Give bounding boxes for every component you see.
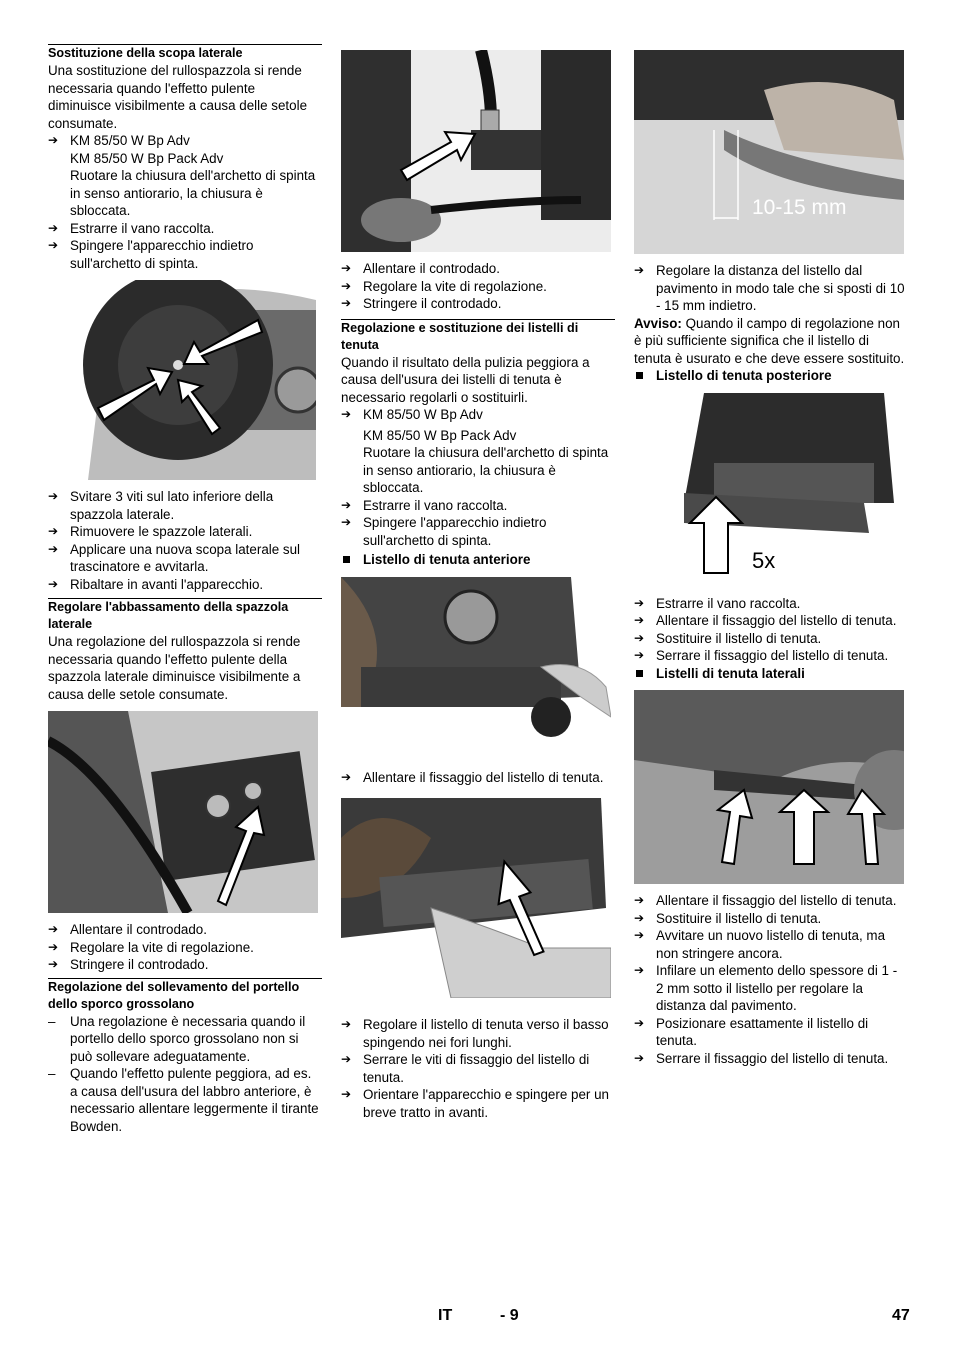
- notice-paragraph: [634, 315, 906, 368]
- step: ➔ Avvitare un nuovo listello di tenuta, ma non stringere ancora.: [634, 927, 906, 962]
- dash-item: – Una regolazione è necessaria quando il portello dello sporco grossolano non si può sollevare adeguatamente.: [48, 1013, 322, 1066]
- indented-text: KM 85/50 W Bp Pack Adv: [70, 150, 224, 166]
- step: ➔ Regolare il listello di tenuta verso il basso spingendo nei fori lunghi.: [341, 1016, 615, 1051]
- subheading-rear-strip: Listello di tenuta posteriore: [634, 367, 906, 385]
- front-strip-adjust-photo: [341, 798, 611, 998]
- rear-strip-photo: [664, 393, 904, 587]
- step: ➔ Orientare l'apparecchio e spingere per un breve tratto in avanti.: [341, 1086, 615, 1121]
- paragraph: Una regolazione del rullospazzola si rende necessaria quando l'effetto pulente della spazzola laterale diminuisce visibilmente a causa delle setole consumate.: [48, 634, 301, 702]
- footer-language: IT: [438, 1307, 453, 1324]
- footer-page-number: 47: [892, 1307, 910, 1324]
- controdado-photo: [341, 50, 611, 252]
- column-middle: [341, 50, 615, 1121]
- footer-section: - 9: [500, 1307, 519, 1324]
- step: ➔ Stringere il controdado.: [341, 295, 615, 313]
- notice-text: Quando il campo di regolazione non è più sufficiente significa che il listello di tenuta è usurato e che deve essere sostituito.: [634, 315, 905, 366]
- step: ➔ Serrare il fissaggio del listello di tenuta.: [634, 1050, 906, 1068]
- paragraph: Quando il risultato della pulizia peggiora a causa dell'usura dei listelli di tenuta è necessario regolarli o sostituirli.: [341, 354, 590, 405]
- heading-side-brush-replacement: Sostituzione della scopa laterale: [48, 44, 322, 62]
- step: ➔ Stringere il controdado.: [48, 956, 322, 974]
- step: ➔ Applicare una nuova scopa laterale sul trascinatore e avvitarla.: [48, 541, 322, 576]
- step: ➔ Serrare il fissaggio del listello di tenuta.: [634, 647, 906, 665]
- notice-label: Avviso:: [634, 315, 682, 331]
- indented-text: Ruotare la chiusura dell'archetto di spinta in senso antiorario, la chiusura è sbloccata.: [363, 445, 609, 495]
- adjustment-screw-photo: [48, 711, 318, 913]
- subheading-front-strip: Listello di tenuta anteriore: [341, 551, 615, 569]
- step: ➔ Allentare il fissaggio del listello di tenuta.: [634, 612, 906, 630]
- strip-distance-photo: [634, 50, 904, 254]
- step: ➔ KM 85/50 W Bp Adv: [341, 406, 615, 424]
- indented-text: KM 85/50 W Bp Pack Adv: [363, 427, 517, 443]
- paragraph: Una sostituzione del rullospazzola si rende necessaria quando l'effetto pulente diminuisce visibilmente a causa delle setole consumate.: [48, 63, 308, 131]
- dash-item: – Quando l'effetto pulente peggiora, ad es. a causa dell'usura del labbro anteriore, è necessario allentare leggermente il tirante Bowden.: [48, 1065, 322, 1135]
- step: ➔ Estrarre il vano raccolta.: [48, 220, 322, 238]
- step: ➔ Posizionare esattamente il listello di tenuta.: [634, 1015, 906, 1050]
- step: ➔ Serrare le viti di fissaggio del listello di tenuta.: [341, 1051, 615, 1086]
- step: ➔ Sostituire il listello di tenuta.: [634, 910, 906, 928]
- heading-side-brush-lowering: Regolare l'abbassamento della spazzola laterale: [48, 598, 322, 633]
- column-right: [634, 50, 906, 1067]
- step: ➔ Spingere l'apparecchio indietro sull'archetto di spinta.: [48, 237, 322, 272]
- count-label: 5x: [752, 547, 776, 573]
- heading-flap-lift: Regolazione del sollevamento del portello dello sporco grossolano: [48, 978, 322, 1013]
- step: ➔ Estrarre il vano raccolta.: [341, 497, 615, 515]
- step: ➔ Estrarre il vano raccolta.: [634, 595, 906, 613]
- distance-label: 10-15 mm: [752, 196, 847, 219]
- heading-seal-strips: Regolazione e sostituzione dei listelli di tenuta: [341, 319, 615, 354]
- step: ➔ Regolare la distanza del listello dal pavimento in modo tale che si sposti di 10 - 15 mm indietro.: [634, 262, 906, 315]
- column-left: [48, 44, 322, 1135]
- step: ➔ Allentare il controdado.: [48, 921, 322, 939]
- step: ➔ Ribaltare in avanti l'apparecchio.: [48, 576, 322, 594]
- indented-text: Ruotare la chiusura dell'archetto di spinta in senso antiorario, la chiusura è sbloccata.: [70, 168, 316, 218]
- front-strip-photo: [341, 577, 611, 739]
- step: ➔ Allentare il fissaggio del listello di tenuta.: [634, 892, 906, 910]
- step: ➔ Spingere l'apparecchio indietro sull'archetto di spinta.: [341, 514, 615, 549]
- step: ➔ Regolare la vite di regolazione.: [48, 939, 322, 957]
- side-brush-photo: [68, 280, 316, 480]
- step: ➔ Allentare il controdado.: [341, 260, 615, 278]
- step: ➔ Svitare 3 viti sul lato inferiore della spazzola laterale.: [48, 488, 322, 523]
- step: ➔ Sostituire il listello di tenuta.: [634, 630, 906, 648]
- step: ➔ Regolare la vite di regolazione.: [341, 278, 615, 296]
- step: ➔ Rimuovere le spazzole laterali.: [48, 523, 322, 541]
- step: ➔ KM 85/50 W Bp Adv: [48, 132, 322, 150]
- step: ➔ Infilare un elemento dello spessore di 1 - 2 mm sotto il listello per regolare la distanza dal pavimento.: [634, 962, 906, 1015]
- step: ➔ Allentare il fissaggio del listello di tenuta.: [341, 769, 615, 787]
- side-strips-photo: [634, 690, 904, 884]
- subheading-side-strips: Listelli di tenuta laterali: [634, 665, 906, 683]
